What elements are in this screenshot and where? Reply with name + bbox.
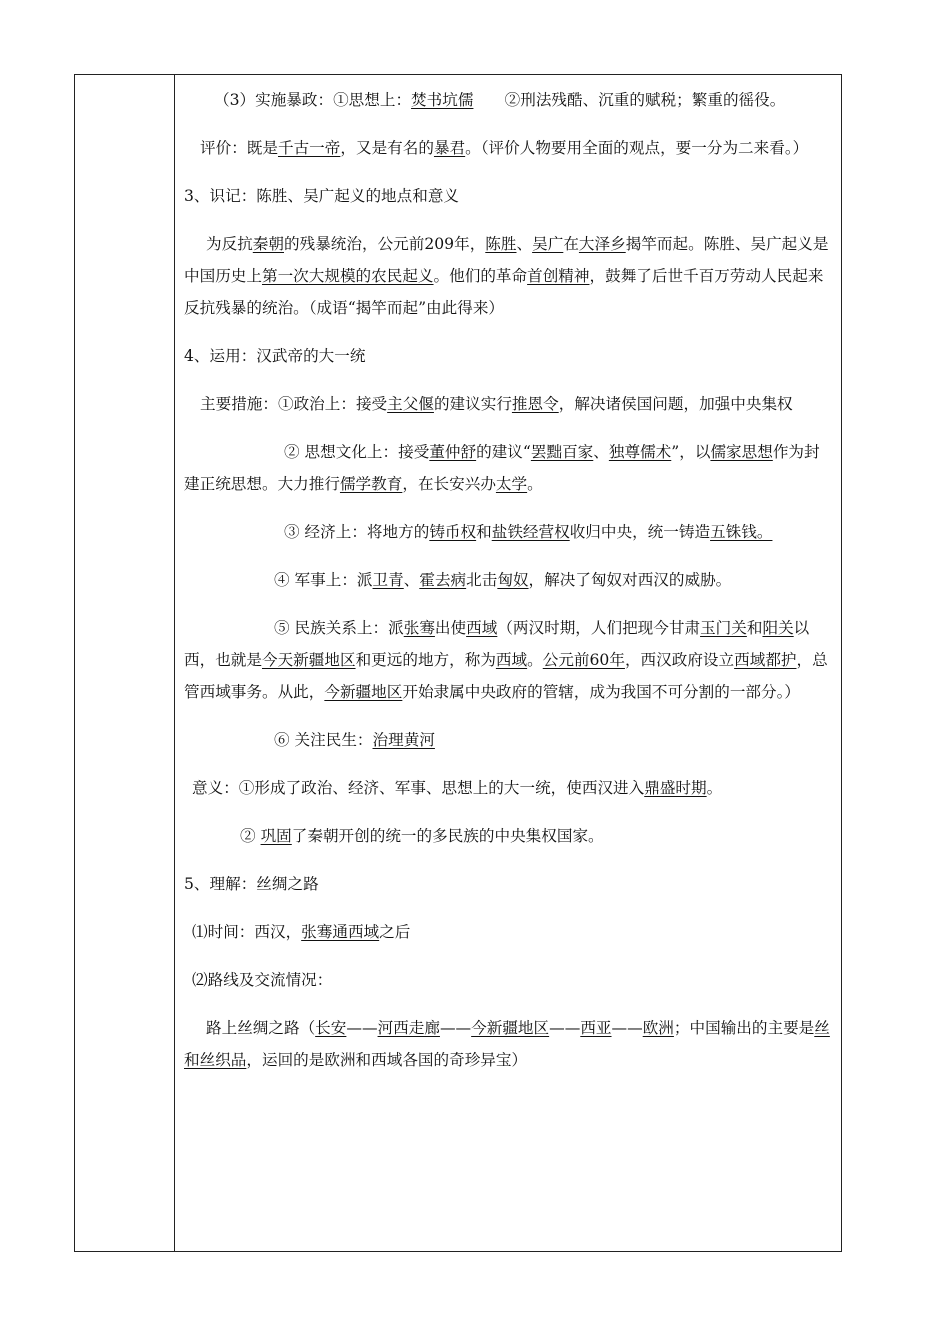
culture-measure: ② 思想文化上：接受董仲舒的建议“罢黜百家、独尊儒术”，以儒家思想作为封建正统思想。大力推行儒学教育，在长安兴办太学。 (184, 443, 820, 493)
ethnic-relations-measure: ⑤ 民族关系上：派张骞出使西域（两汉时期，人们把现今甘肃玉门关和阳关以西，也就是今天新疆地区和更远的地方，称为西域。公元前60年，西汉政府设立西域都护，总管西域事务。从此，今新疆地区开始隶属中央政府的管辖，成为我国不可分割的一部分。） (184, 619, 828, 701)
table-content-cell (184, 84, 830, 1076)
significance-line-2: ② 巩固了秦朝开创的统一的多民族的中央集权国家。 (240, 827, 604, 845)
section-heading-4: 4、运用：汉武帝的大一统 (184, 347, 366, 365)
section-heading-3: 3、识记：陈胜、吴广起义的地点和意义 (184, 187, 460, 205)
livelihood-measure: ⑥ 关注民生：治理黄河 (274, 731, 435, 749)
silk-road-paragraph: 路上丝绸之路（长安——河西走廊——今新疆地区——西亚——欧洲；中国输出的主要是丝和丝织品，运回的是欧洲和西域各国的奇珍异宝） (184, 1019, 830, 1069)
uprising-paragraph: 为反抗秦朝的残暴统治，公元前209年，陈胜、吴广在大泽乡揭竿而起。陈胜、吴广起义是中国历史上第一次大规模的农民起义。他们的革命首创精神，鼓舞了后世千百万劳动人民起来反抗残暴的统治。（成语“揭竿而起”由此得来） (184, 235, 829, 317)
silk-road-time: ⑴时间：西汉，张骞通西域之后 (192, 923, 411, 941)
economy-measure: ③ 经济上：将地方的铸币权和盐铁经营权收归中央，统一铸造五铢钱。 (284, 523, 773, 541)
evaluation-paragraph: 评价：既是千古一帝，又是有名的暴君。（评价人物要用全面的观点，要一分为二来看。） (200, 139, 809, 157)
column-divider (174, 74, 175, 1252)
politics-measure: 主要措施：①政治上：接受主父偃的建议实行推恩令，解决诸侯国问题，加强中央集权 (200, 395, 793, 413)
silk-road-route-heading: ⑵路线及交流情况： (192, 971, 333, 989)
tyranny-line: （3）实施暴政：①思想上：焚书坑儒 ②刑法残酷、沉重的赋税；繁重的徭役。 (214, 91, 786, 109)
section-heading-5: 5、理解：丝绸之路 (184, 875, 319, 893)
military-measure: ④ 军事上：派卫青、霍去病北击匈奴，解决了匈奴对西汉的威胁。 (274, 571, 732, 589)
significance-line-1: 意义：①形成了政治、经济、军事、思想上的大一统，使西汉进入鼎盛时期。 (192, 779, 723, 797)
